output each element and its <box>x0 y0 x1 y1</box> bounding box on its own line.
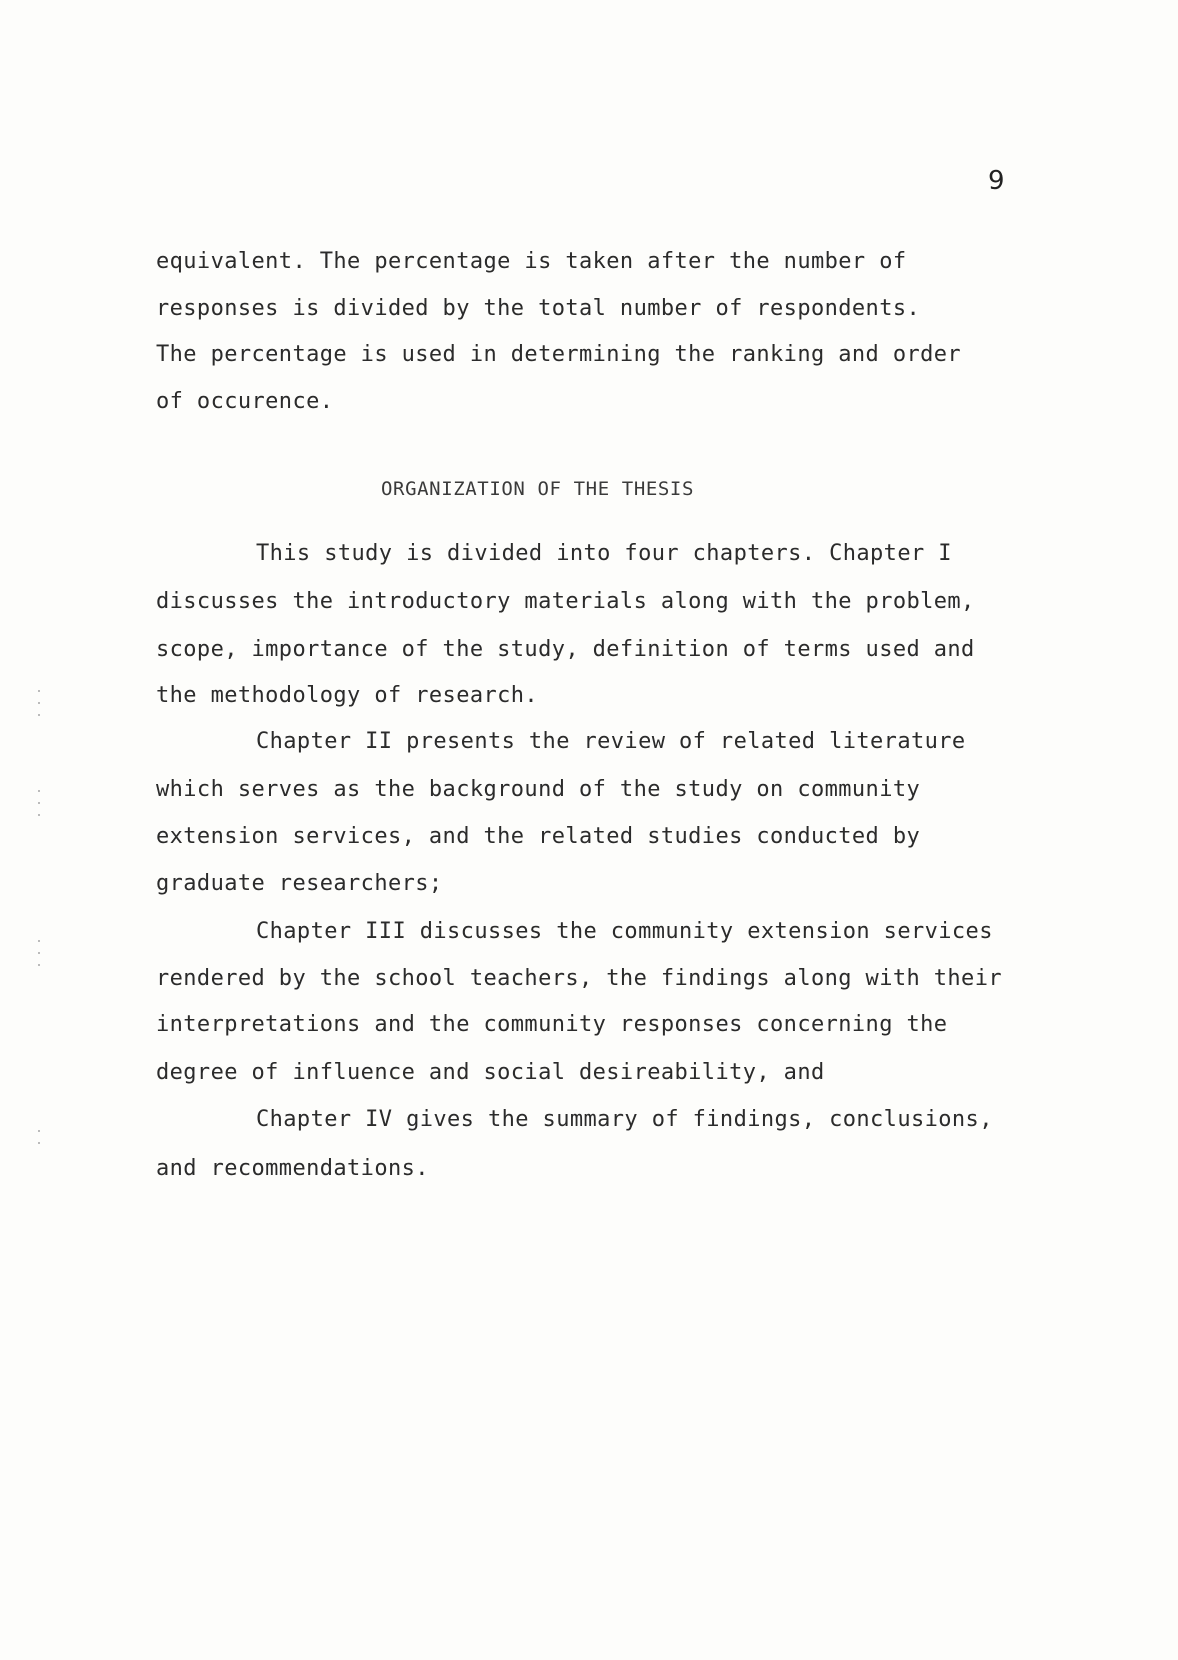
text-line: The percentage is used in determining the ranking and order <box>156 342 962 367</box>
text-line: This study is divided into four chapters. Chapter I <box>256 541 952 566</box>
text-line: Chapter III discusses the community extension services <box>256 919 993 944</box>
text-line: and recommendations. <box>156 1156 429 1181</box>
section-heading: ORGANIZATION OF THE THESIS <box>381 478 695 500</box>
text-line: the methodology of research. <box>156 683 539 708</box>
text-line: discusses the introductory materials along with the problem, <box>156 589 975 614</box>
scan-margin-marks <box>38 690 42 1190</box>
text-line: of occurence. <box>156 389 334 414</box>
text-line: scope, importance of the study, definition of terms used and <box>156 637 975 662</box>
page-number: 9 <box>988 166 1005 196</box>
text-line: interpretations and the community responses concerning the <box>156 1012 948 1037</box>
text-line: which serves as the background of the study on community <box>156 777 921 802</box>
text-line: responses is divided by the total number of respondents. <box>156 296 921 321</box>
text-line: rendered by the school teachers, the findings along with their <box>156 966 1002 991</box>
text-line: extension services, and the related studies conducted by <box>156 824 921 849</box>
text-line: graduate researchers; <box>156 871 443 896</box>
text-line: degree of influence and social desireability, and <box>156 1060 825 1085</box>
text-line: Chapter IV gives the summary of findings, conclusions, <box>256 1107 993 1132</box>
text-line: Chapter II presents the review of related literature <box>256 729 966 754</box>
text-line: equivalent. The percentage is taken after the number of <box>156 249 907 274</box>
